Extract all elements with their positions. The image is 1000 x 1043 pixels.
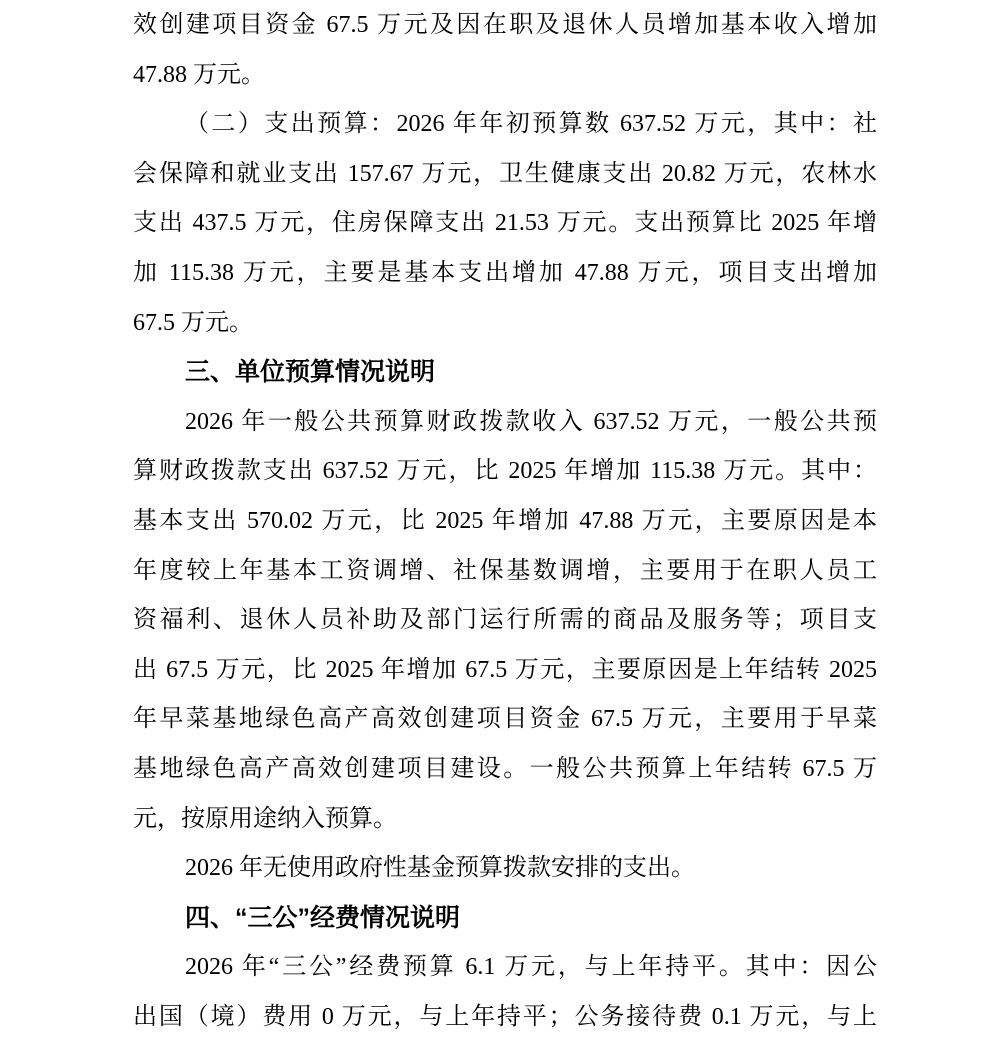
body-line: 年早菜基地绿色高产高效创建项目资金 67.5 万元，主要用于早菜 — [133, 706, 877, 733]
heading-section-4: 四、“三公”经费情况说明 — [185, 903, 461, 932]
body-line: 支出 437.5 万元，住房保障支出 21.53 万元。支出预算比 2025 年增 — [133, 210, 877, 237]
body-line: 2026 年“三公”经费预算 6.1 万元，与上年持平。其中：因公 — [185, 954, 877, 981]
body-line: 2026 年无使用政府性基金预算拨款安排的支出。 — [185, 855, 695, 882]
heading-section-3: 三、单位预算情况说明 — [185, 358, 436, 387]
body-line: 加 115.38 万元，主要是基本支出增加 47.88 万元，项目支出增加 — [133, 259, 877, 286]
body-line: 47.88 万元。 — [133, 61, 265, 88]
body-line: 出 67.5 万元，比 2025 年增加 67.5 万元，主要原因是上年结转 2025 — [133, 656, 877, 683]
body-line: 基本支出 570.02 万元，比 2025 年增加 47.88 万元，主要原因是本 — [133, 507, 877, 534]
body-line: 出国（境）费用 0 万元，与上年持平；公务接待费 0.1 万元，与上 — [133, 1003, 877, 1030]
body-line: 会保障和就业支出 157.67 万元，卫生健康支出 20.82 万元，农林水 — [133, 160, 877, 187]
body-line: 资福利、退休人员补助及部门运行所需的商品及服务等；项目支 — [133, 607, 877, 634]
body-line: 67.5 万元。 — [133, 309, 253, 336]
body-line: （二）支出预算：2026 年年初预算数 637.52 万元，其中：社 — [185, 111, 877, 138]
body-line: 2026 年一般公共预算财政拨款收入 637.52 万元，一般公共预 — [185, 408, 877, 435]
body-line: 算财政拨款支出 637.52 万元，比 2025 年增加 115.38 万元。其中： — [133, 458, 877, 485]
body-line: 效创建项目资金 67.5 万元及因在职及退休人员增加基本收入增加 — [133, 12, 877, 38]
body-line: 年度较上年基本工资调增、社保基数调增，主要用于在职人员工 — [133, 557, 877, 584]
body-line: 元，按原用途纳入预算。 — [133, 805, 397, 832]
body-line: 基地绿色高产高效创建项目建设。一般公共预算上年结转 67.5 万 — [133, 755, 877, 782]
